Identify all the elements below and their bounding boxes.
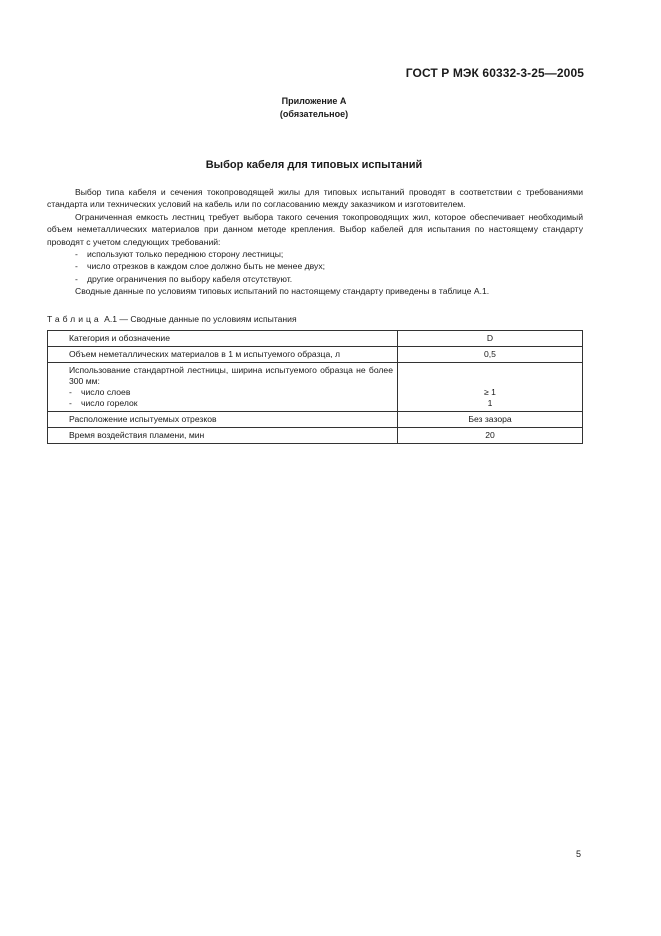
table-cell-param: Расположение испытуемых отрезков bbox=[48, 412, 398, 428]
section-title: Выбор кабеля для типовых испытаний bbox=[205, 159, 423, 171]
table-row bbox=[48, 428, 583, 444]
paragraph-summary: Сводные данные по условиям типовых испытаний по настоящему стандарту приведены в таблице А.1. bbox=[75, 286, 490, 297]
conditions-table bbox=[47, 330, 583, 444]
table-cell-value: 0,5 bbox=[398, 347, 583, 363]
requirements-list bbox=[47, 248, 583, 285]
standard-number: ГОСТ Р МЭК 60332-3-25—2005 bbox=[405, 66, 584, 80]
table-cell-value: D bbox=[398, 331, 583, 347]
list-item: - число отрезков в каждом слое должно быть не менее двух; bbox=[75, 260, 583, 272]
burners-count-value: 1 bbox=[487, 398, 493, 408]
table-caption bbox=[47, 314, 297, 324]
table-row bbox=[48, 412, 583, 428]
table-caption-word: Таблица bbox=[47, 314, 102, 324]
paragraph-selection: Выбор типа кабеля и сечения токопроводящей жилы для типовых испытаний проводят в соответствии с требованиями стандарта или технических условий на кабель или по согласованию между заказчиком и изготовителем. bbox=[47, 187, 583, 210]
annex-kind: (обязательное) bbox=[279, 109, 349, 119]
table-cell-param: Время воздействия пламени, мин bbox=[48, 428, 398, 444]
body-text bbox=[47, 186, 583, 298]
burners-count-label: - число горелок bbox=[69, 398, 393, 409]
layers-count-label: - число слоев bbox=[69, 387, 393, 398]
table-row bbox=[48, 331, 583, 347]
ladder-usage-label: Использование стандартной лестницы, ширина испытуемого образца не более 300 мм: bbox=[69, 365, 393, 386]
page-number: 5 bbox=[575, 849, 581, 859]
list-item: - другие ограничения по выбору кабеля отсутствуют. bbox=[75, 273, 583, 285]
table-row bbox=[48, 347, 583, 363]
table-cell-value bbox=[398, 363, 583, 412]
table-caption-text: А.1 — Сводные данные по условиям испытания bbox=[101, 314, 297, 324]
table-cell-param: Объем неметаллических материалов в 1 м испытуемого образца, л bbox=[48, 347, 398, 363]
table-cell-param bbox=[48, 363, 398, 412]
paragraph-ladder-capacity: Ограниченная емкость лестниц требует выбора такого сечения токопроводящих жил, которое обеспечивает необходимый объем неметаллических материалов при данном методе крепления. Выбор кабелей для испытания по настоящему стандарту проводят с учетом следующих требований: bbox=[47, 211, 583, 247]
table-cell-param: Категория и обозначение bbox=[48, 331, 398, 347]
annex-title: Приложение А bbox=[281, 96, 347, 106]
table-row bbox=[48, 363, 583, 412]
table-cell-value: 20 bbox=[398, 428, 583, 444]
layers-count-value: ≥ 1 bbox=[484, 387, 496, 397]
table-cell-value: Без зазора bbox=[398, 412, 583, 428]
list-item: - используют только переднюю сторону лестницы; bbox=[75, 248, 583, 260]
